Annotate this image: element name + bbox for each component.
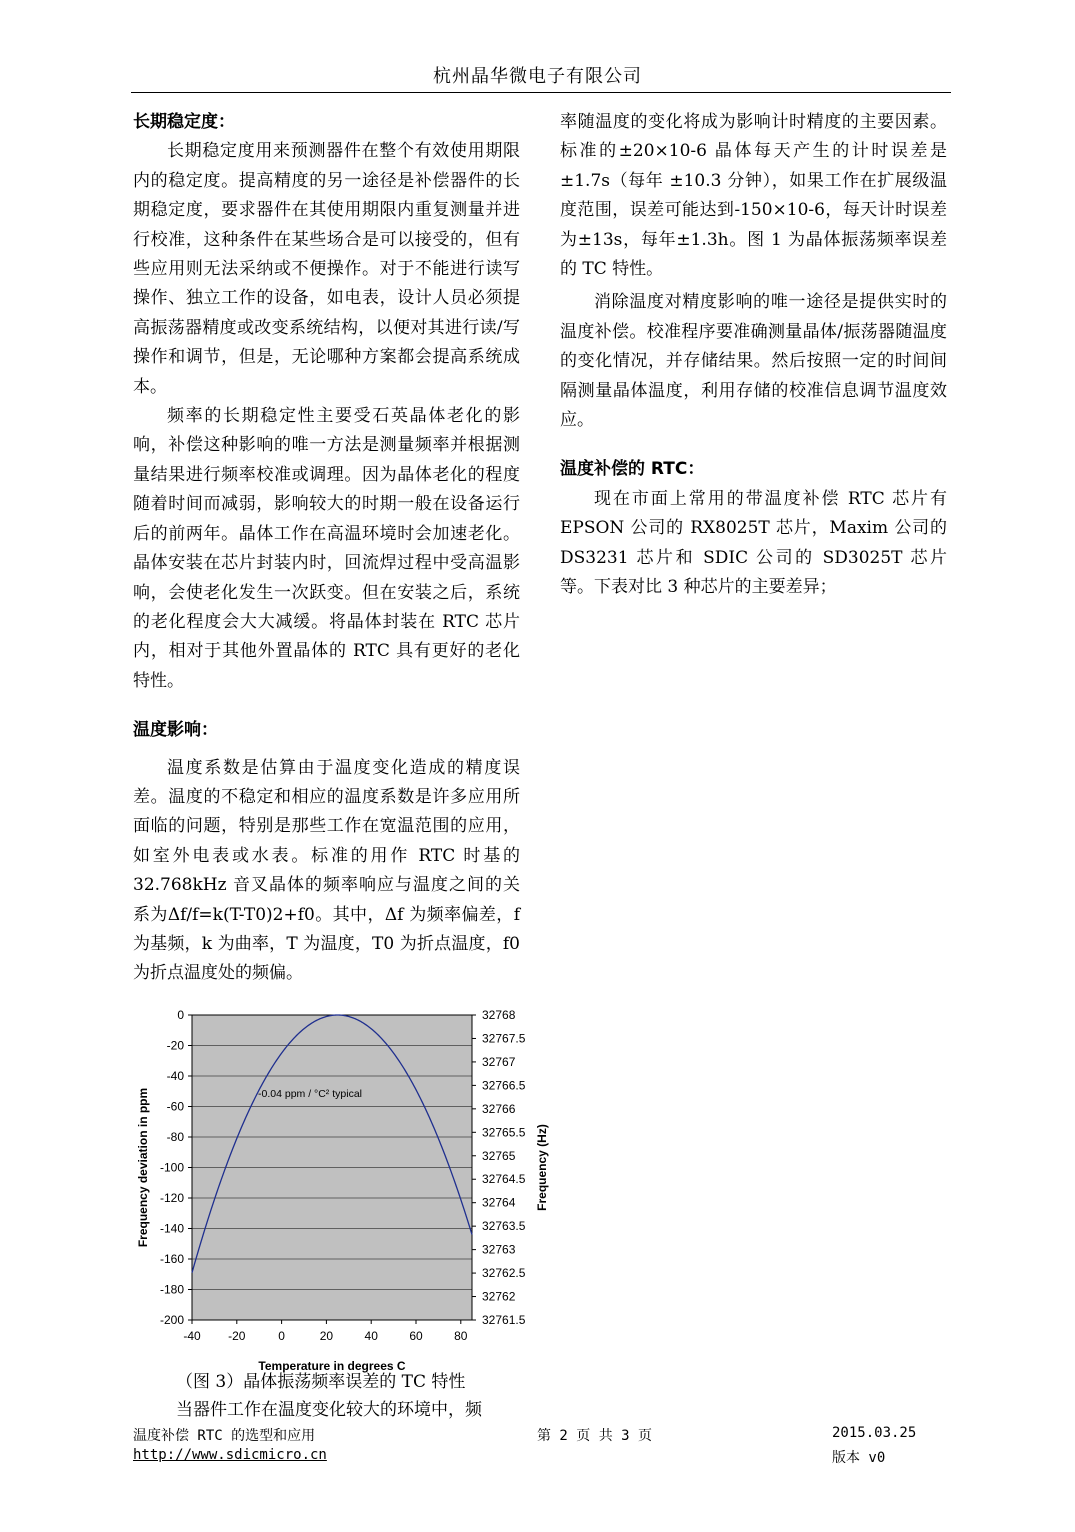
right-column (560, 108, 947, 603)
x-tick-label: 0 (278, 1329, 285, 1343)
y-tick-label: -120 (159, 1191, 184, 1205)
paragraph: 温度系数是估算由于温度变化造成的精度误差。温度的不稳定和相应的温度系数是许多应用所面临的问题，特别是那些工作在宽温范围的应用，如室外电表或水表。标准的用作 RTC 时基的 32.768kHz 音叉晶体的频率响应与温度之间的关系为Δf/f=k(T-T0)2+f0。其中，Δf 为频率偏差，f 为基频，k 为曲率，T 为温度，T0 为折点温度，f0 为折点温度处的频偏。 (133, 757, 520, 984)
paragraph: 现在市面上常用的带温度补偿 RTC 芯片有 EPSON 公司的 RX8025T 芯片，Maxim 公司的 DS3231 芯片和 SDIC 公司的 SD3025T 芯片等。下表对比 3 种芯片的主要差异； (560, 488, 947, 598)
x-tick-label: 60 (409, 1329, 423, 1343)
y2-axis-label: Frequency (Hz) (535, 1124, 549, 1211)
y2-tick-label: 32765 (482, 1148, 516, 1163)
y2-tick-label: 32763.5 (482, 1219, 526, 1234)
left-column (133, 108, 520, 989)
header-divider (131, 92, 951, 93)
y-tick-label: -160 (159, 1252, 184, 1266)
section-title-long-term-stability: 长期稳定度： (133, 112, 235, 132)
x-axis-label: Temperature in degrees C (258, 1359, 406, 1373)
y2-tick-label: 32762.5 (482, 1266, 526, 1281)
y2-tick-label: 32768 (482, 1008, 516, 1022)
footer-page-number: 第 2 页 共 3 页 (537, 1428, 653, 1444)
y-tick-label: -40 (166, 1069, 184, 1083)
y-tick-label: -60 (166, 1099, 184, 1114)
y-tick-label: -100 (159, 1160, 184, 1175)
y-tick-label: -140 (159, 1221, 184, 1236)
x-tick-label: 40 (364, 1329, 378, 1343)
x-tick-label: -20 (228, 1329, 246, 1343)
x-tick-label: -40 (183, 1329, 201, 1343)
footer-version: 版本 v0 (832, 1450, 886, 1466)
y-tick-label: -200 (159, 1313, 184, 1327)
footer-doc-title: 温度补偿 RTC 的选型和应用 (133, 1428, 316, 1444)
y-tick-label: -80 (166, 1130, 184, 1144)
y2-tick-label: 32765.5 (482, 1125, 526, 1140)
paragraph: 长期稳定度用来预测器件在整个有效使用期限内的稳定度。提高精度的另一途径是补偿器件的长期稳定度，要求器件在其使用期限内重复测量并进行校准，这种条件在某些场合是可以接受的，但有些应用则无法采纳或不便操作。对于不能进行读写操作、独立工作的设备，如电表，设计人员必须提高振荡器精度或改变系统结构，以便对其进行读/写操作和调节，但是，无论哪种方案都会提高系统成本。 (133, 141, 520, 397)
y-tick-label: -180 (159, 1282, 184, 1297)
paragraph: 率随温度的变化将成为影响计时精度的主要因素。标准的±20×10-6 晶体每天产生的计时误差是±1.7s（每年 ±10.3 分钟），如果工作在扩展级温度范围，误差可能达到-150×10-6，每天计时误差为±13s，每年±1.3h。图 1 为晶体振荡频率误差的 TC 特性。 (560, 112, 947, 280)
page-header-company: 杭州晶华微电子有限公司 (433, 66, 642, 87)
x-tick-label: 20 (319, 1329, 334, 1343)
section-title-temperature-effect: 温度影响： (133, 720, 218, 741)
y2-tick-label: 32766 (482, 1101, 516, 1116)
y2-tick-label: 32764 (482, 1195, 516, 1210)
paragraph: 消除温度对精度影响的唯一途径是提供实时的温度补偿。校准程序要准确测量晶体/振荡器随温度的变化情况，并存储结果。然后按照一定的时间间隔测量晶体温度，利用存储的校准信息调节温度效应。 (560, 292, 947, 431)
footer-date: 2015.03.25 (832, 1425, 917, 1441)
y-tick-label: 0 (177, 1008, 184, 1022)
y-tick-label: -20 (166, 1038, 184, 1053)
x-tick-label: 80 (454, 1329, 468, 1343)
frequency-temperature-chart (128, 1005, 558, 1373)
y-axis-label: Frequency deviation in ppm (136, 1087, 150, 1248)
y2-tick-label: 32764.5 (482, 1172, 526, 1187)
footer-url-link[interactable]: http://www.sdicmicro.cn (133, 1447, 327, 1463)
section-title-temperature-compensated-rtc: 温度补偿的 RTC： (560, 459, 705, 480)
y2-tick-label: 32767 (482, 1054, 516, 1069)
paragraph: 频率的长期稳定性主要受石英晶体老化的影响，补偿这种影响的唯一方法是测量频率并根据测量结果进行频率校准或调理。因为晶体老化的程度随着时间而减弱，影响较大的时期一般在设备运行后的前两年。晶体工作在高温环境时会加速老化。晶体安装在芯片封装内时，回流焊过程中受高温影响，会使老化发生一次跃变。但在安装之后，系统的老化程度会大大减缓。将晶体封装在 RTC 芯片内，相对于其他外置晶体的 RTC 具有更好的老化特性。 (133, 406, 520, 691)
y2-tick-label: 32762 (482, 1289, 516, 1304)
y2-tick-label: 32761.5 (482, 1313, 526, 1327)
chart-annotation: -0.04 ppm / °C² typical (258, 1088, 362, 1100)
figure-caption: （图 3）晶体振荡频率误差的 TC 特性 (176, 1372, 466, 1392)
y2-tick-label: 32767.5 (482, 1031, 526, 1046)
y2-tick-label: 32766.5 (482, 1078, 526, 1093)
y2-tick-label: 32763 (482, 1242, 516, 1257)
continuation-text: 当器件工作在温度变化较大的环境中，频 (176, 1400, 482, 1420)
